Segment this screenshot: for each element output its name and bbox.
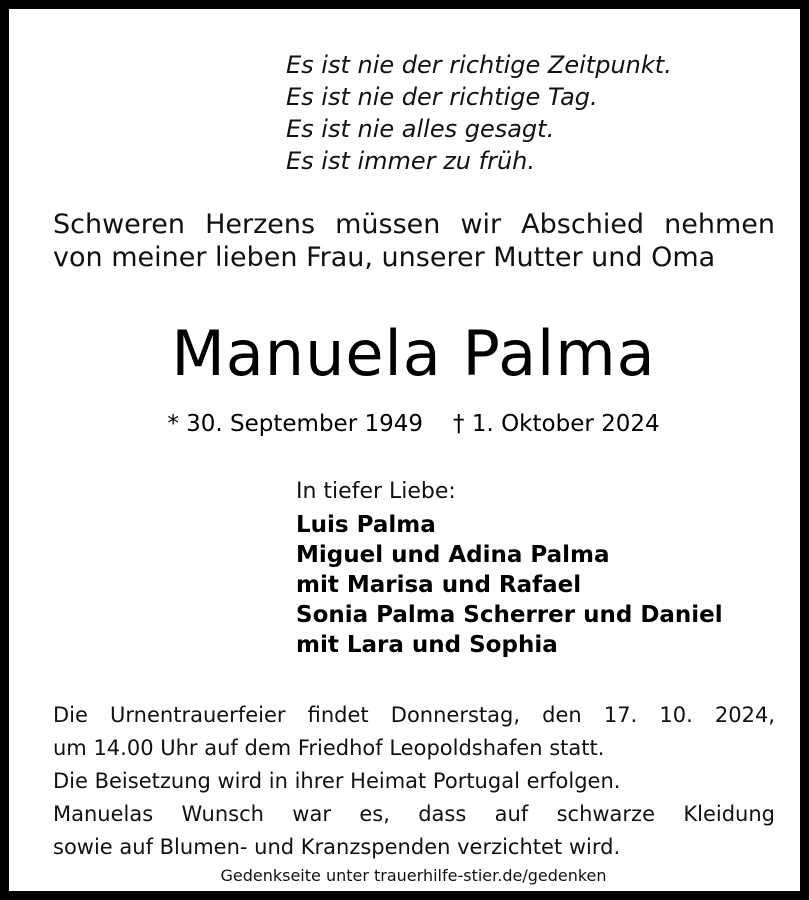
- mourner-name: Luis Palma: [296, 512, 436, 538]
- poem-line: Es ist nie der richtige Tag.: [286, 83, 598, 111]
- mourners-list: [296, 510, 723, 660]
- intro-text: [53, 208, 775, 274]
- poem-line: Es ist nie alles gesagt.: [286, 115, 555, 143]
- poem: [286, 49, 672, 177]
- death-date: † 1. Oktober 2024: [453, 411, 660, 437]
- deceased-name: Manuela Palma: [171, 317, 656, 390]
- poem-line: Es ist nie der richtige Zeitpunkt.: [286, 51, 672, 79]
- mourners-heading: In tiefer Liebe:: [296, 479, 456, 504]
- service-line: Manuelas Wunsch war es, dass auf schwarze Kleidung: [53, 802, 775, 826]
- poem-line: Es ist immer zu früh.: [286, 147, 535, 175]
- mourner-name: mit Lara und Sophia: [296, 632, 558, 658]
- mourner-name: Sonia Palma Scherrer und Daniel: [296, 602, 723, 628]
- memorial-page-link: Gedenkseite unter trauerhilfe-stier.de/gedenken: [220, 866, 607, 885]
- birth-date: * 30. September 1949: [167, 411, 424, 437]
- service-line: sowie auf Blumen- und Kranzspenden verzichtet wird.: [53, 835, 621, 859]
- service-line: Die Urnentrauerfeier findet Donnerstag, den 17. 10. 2024,: [53, 703, 775, 727]
- mourner-name: mit Marisa und Rafael: [296, 572, 582, 598]
- intro-line: Schweren Herzens müssen wir Abschied nehmen: [53, 209, 775, 240]
- life-dates: [9, 407, 809, 441]
- intro-line: von meiner lieben Frau, unserer Mutter und Oma: [53, 242, 716, 273]
- service-line: Die Beisetzung wird in ihrer Heimat Portugal erfolgen.: [53, 769, 621, 793]
- service-info: [53, 699, 775, 864]
- mourner-name: Miguel und Adina Palma: [296, 542, 610, 568]
- mourners-block: [296, 474, 723, 660]
- service-line: um 14.00 Uhr auf dem Friedhof Leopoldshafen statt.: [53, 736, 605, 760]
